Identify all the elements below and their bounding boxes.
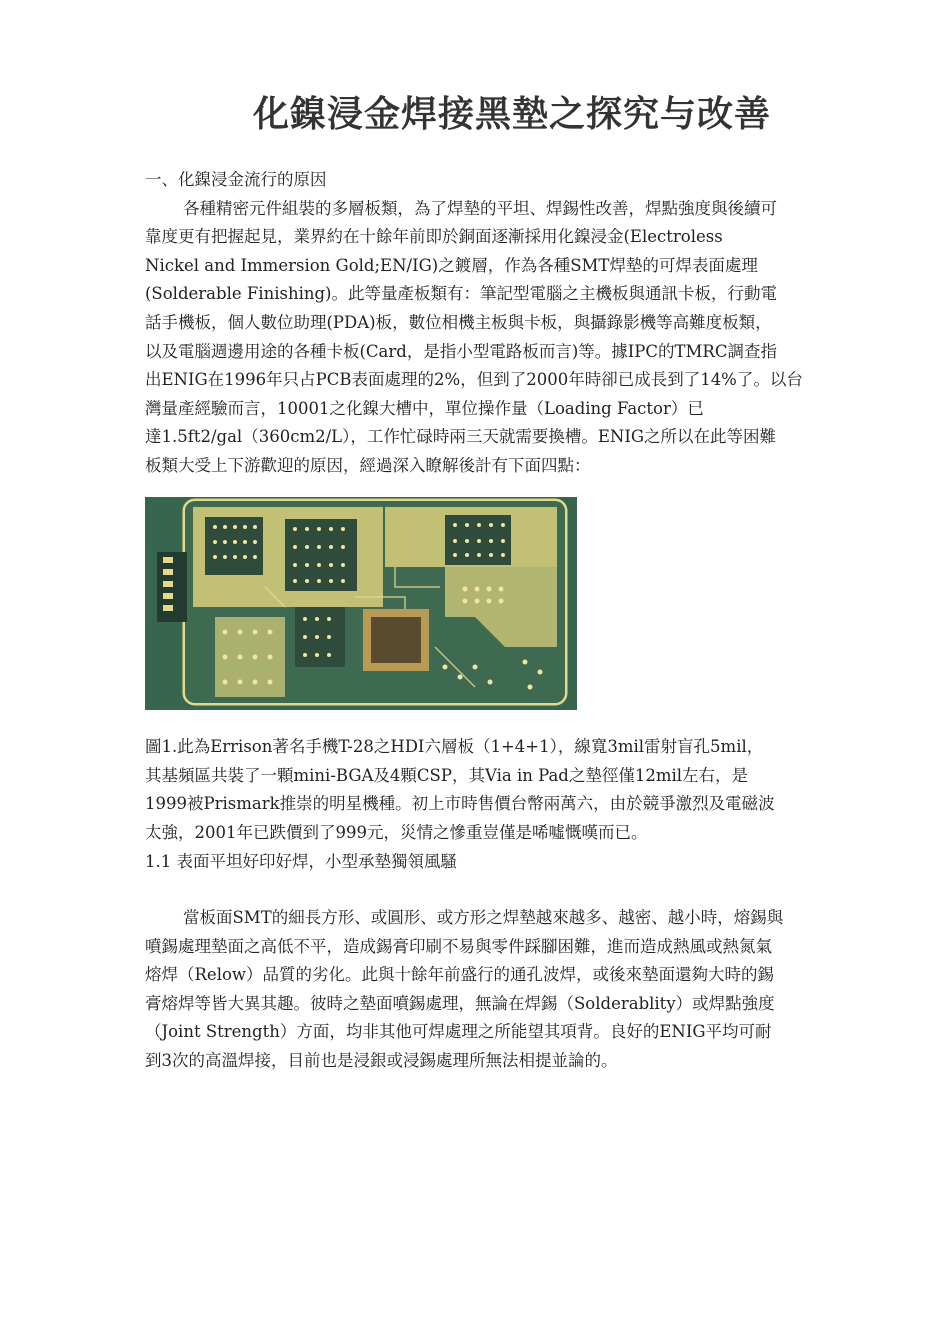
section-1-line: 達1.5ft2/gal（360cm2/L），工作忙碌時兩三天就需要換槽。ENIG之所以在此等困難: [145, 427, 777, 447]
section-1-line: 靠度更有把握起見，業界約在十餘年前即於銅面逐漸採用化鎳浸金(Electroless: [145, 227, 723, 247]
spacer: [145, 876, 880, 904]
figure-caption-line: 其基頻區共裝了一顆mini-BGA及4顆CSP，其Via in Pad之墊徑僅12mil左右，是: [145, 765, 749, 785]
section-1-1-line: （Joint Strength）方面，均非其他可焊處理之所能望其項背。良好的ENIG平均可耐: [145, 1022, 772, 1042]
document-title: 化鎳浸金焊接黑墊之探究与改善: [252, 93, 771, 135]
section-1-1-line: 噴錫處理墊面之高低不平，造成錫膏印刷不易與零件踩腳困難，進而造成熱風或熱氮氣: [145, 936, 772, 956]
section-1-line: 以及電腦週邊用途的各種卡板(Card，是指小型電路板而言)等。據IPC的TMRC調查指: [145, 341, 777, 361]
figure-caption-line: 圖1.此為Errison著名手機T-28之HDI六層板（1+4+1），線寬3mil雷射盲孔5mil，: [145, 737, 764, 757]
section-1-1-heading: 1.1 表面平坦好印好焊，小型承墊獨領風騷: [145, 851, 457, 871]
document-body: [145, 166, 880, 1076]
figure-caption-line: 太強，2001年已跌價到了999元，災情之慘重豈僅是唏噓慨嘆而已。: [145, 822, 648, 842]
section-1-1-line: 到3次的高溫焊接，目前也是浸銀或浸錫處理所無法相提並論的。: [145, 1051, 618, 1071]
section-1-line: 板類大受上下游歡迎的原因，經過深入瞭解後計有下面四點：: [145, 455, 591, 475]
section-1-line: Nickel and Immersion Gold;EN/IG)之鍍層，作為各種SMT焊墊的可焊表面處理: [145, 255, 758, 275]
section-1-1-line: 膏熔焊等皆大異其趣。彼時之墊面噴錫處理，無論在焊錫（Solderablity）或焊點強度: [145, 993, 775, 1013]
section-1-1-line: 當板面SMT的細長方形、或圓形、或方形之焊墊越來越多、越密、越小時，熔錫與: [183, 908, 784, 928]
section-1-line: 灣量產經驗而言，10001之化鎳大槽中，單位操作量（Loading Factor）已: [145, 398, 704, 418]
section-1-line: 出ENIG在1996年只占PCB表面處理的2%，但到了2000年時卻已成長到了14%了。以台: [145, 370, 803, 390]
section-1-heading: 一、化鎳浸金流行的原因: [145, 170, 327, 189]
section-1-line: 各種精密元件組裝的多層板類，為了焊墊的平坦、焊錫性改善，焊點強度與後續可: [183, 198, 777, 218]
section-1-1-line: 熔焊（Relow）品質的劣化。此與十餘年前盛行的通孔波焊，或後來墊面還夠大時的錫: [145, 965, 775, 985]
section-1-line: 話手機板，個人數位助理(PDA)板，數位相機主板與卡板，與攝錄影機等高難度板類，: [145, 312, 772, 332]
pcb-photo: [145, 497, 577, 710]
section-1-line: (Solderable Finishing)。此等量產板類有：筆記型電腦之主機板與通訊卡板，行動電: [145, 284, 777, 304]
figure-caption-line: 1999被Prismark推崇的明星機種。初上市時售價台幣兩萬六，由於競爭激烈及電磁波: [145, 794, 775, 814]
